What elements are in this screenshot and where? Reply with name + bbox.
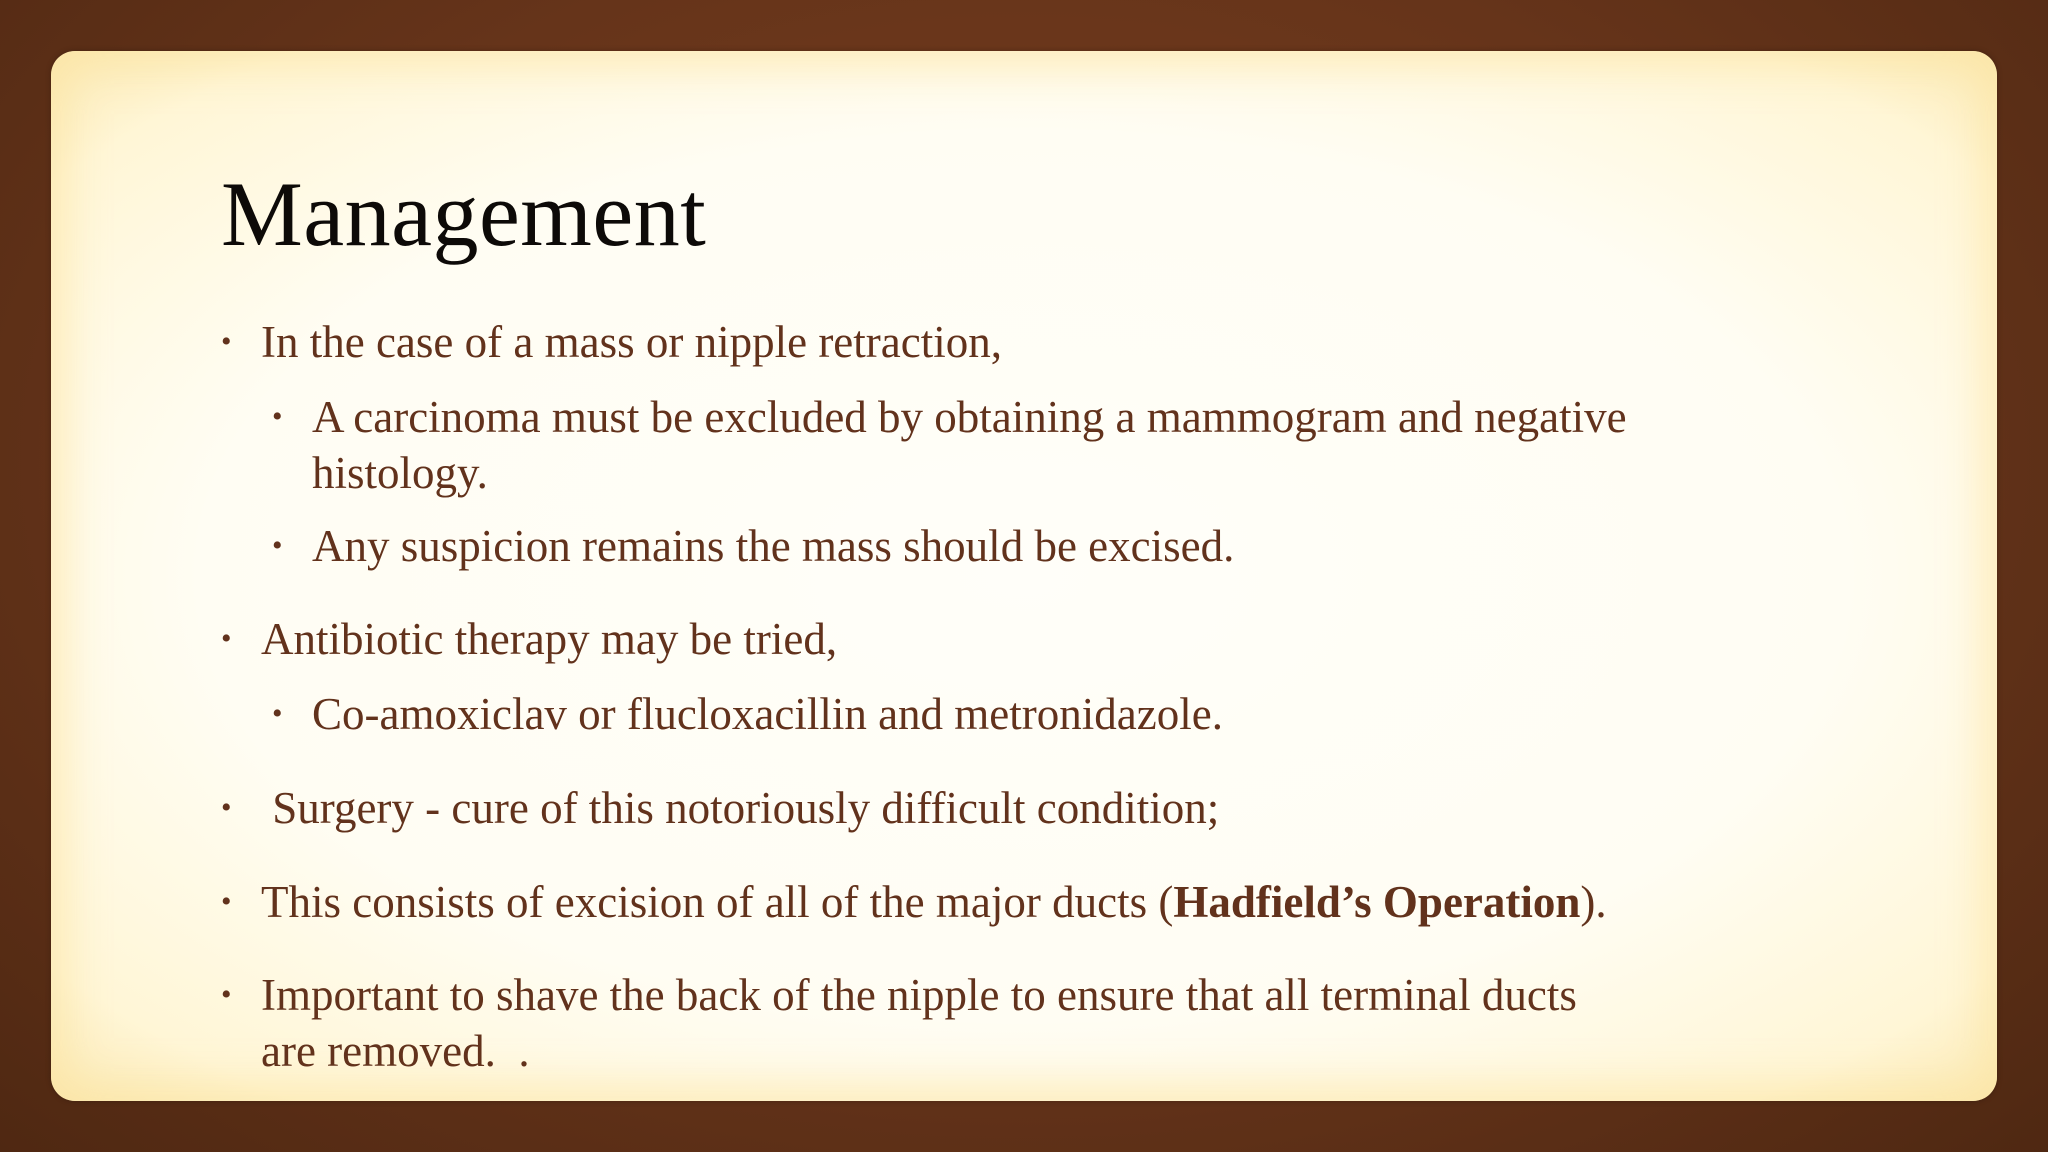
bullet-dot-icon: • — [221, 791, 232, 824]
bullet-item-antibiotic — [221, 611, 838, 667]
slide-panel — [51, 51, 1997, 1101]
bullet-text: In the case of a mass or nipple retraction, — [261, 317, 1002, 367]
bullet-text: Surgery - cure of this notoriously difficult condition; — [261, 783, 1220, 833]
bullet-dot-icon: • — [221, 622, 232, 655]
bullet-text: Any suspicion remains the mass should be excised. — [312, 521, 1235, 571]
bullet-text-suffix: ). — [1580, 877, 1607, 927]
sub-bullet-item-suspicion — [272, 518, 1235, 574]
bullet-item-shave-nipple-continued — [261, 1023, 530, 1079]
bullet-text-prefix: This consists of excision of all of the major ducts ( — [261, 877, 1174, 927]
bullet-text-line1: A carcinoma must be excluded by obtaining a mammogram and negative — [312, 392, 1627, 442]
bullet-item-mass — [221, 314, 1002, 370]
sub-bullet-item-carcinoma-continued — [312, 445, 488, 501]
bullet-item-surgery — [221, 780, 1220, 836]
bullet-text-line1: Important to shave the back of the nipple to ensure that all terminal ducts — [261, 970, 1577, 1020]
bullet-text: Antibiotic therapy may be tried, — [261, 614, 838, 664]
bullet-text-line2: histology. — [312, 448, 488, 498]
bullet-dot-icon: • — [272, 529, 283, 562]
bullet-item-shave-nipple — [221, 967, 1577, 1023]
bullet-item-hadfield — [221, 874, 1607, 930]
bullet-dot-icon: • — [221, 885, 232, 918]
sub-bullet-item-carcinoma — [272, 389, 1627, 445]
hadfield-operation-term: Hadfield’s Operation — [1173, 877, 1581, 927]
bullet-dot-icon: • — [272, 400, 283, 433]
bullet-dot-icon: • — [221, 325, 232, 358]
slide-title: Management — [221, 163, 707, 265]
sub-bullet-item-drugs — [272, 686, 1223, 742]
bullet-list — [51, 51, 1997, 1101]
bullet-text: Co-amoxiclav or flucloxacillin and metronidazole. — [312, 689, 1223, 739]
bullet-text-line2: are removed. . — [261, 1026, 530, 1076]
bullet-dot-icon: • — [221, 978, 232, 1011]
bullet-dot-icon: • — [272, 697, 283, 730]
